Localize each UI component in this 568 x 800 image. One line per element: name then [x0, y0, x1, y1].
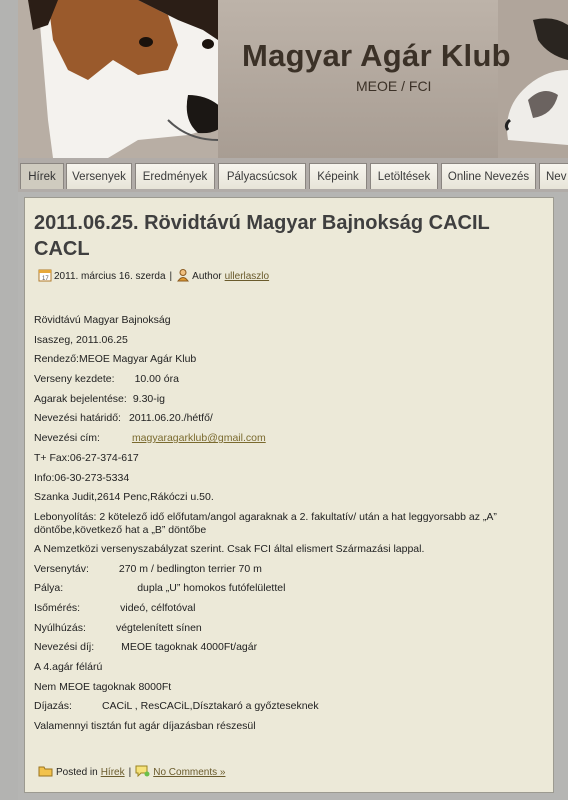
body-line: Verseny kezdete: 10.00 óra [34, 373, 179, 386]
site-header [18, 0, 568, 158]
body-line: Díjazás: CACiL , ResCACiL,Dísztakaró a győzteseknek [34, 700, 319, 713]
body-line: Rendező:MEOE Magyar Agár Klub [34, 353, 197, 366]
folder-icon [38, 765, 53, 780]
body-line: Isőmérés: videó, célfotóval [34, 601, 196, 614]
author-label: Author [192, 270, 222, 282]
svg-text:17: 17 [42, 275, 49, 282]
tab-letoltesek[interactable]: Letöltések [370, 163, 438, 189]
post-title[interactable]: 2011.06.25. Rövidtávú Magyar Bajnokság CACIL CACL [34, 212, 490, 260]
tab-nev-truncated[interactable]: Nev [539, 163, 568, 189]
body-line: A Nemzetközi versenyszabályzat szerint. Csak FCI által elismert Származási lappal. [34, 542, 425, 555]
body-line: Agarak bejelentése: 9.30-ig [34, 392, 165, 405]
body-line: Info:06-30-273-5334 [34, 471, 130, 484]
tab-versenyek[interactable]: Versenyek [66, 163, 132, 189]
site-title[interactable]: Magyar Agár Klub [242, 38, 511, 73]
main-nav [18, 158, 568, 192]
author-link[interactable]: ullerlaszlo [224, 270, 270, 282]
tab-eredmenyek[interactable]: Eredmények [135, 163, 215, 189]
body-line: Pálya: dupla „U” homokos futófelülettel [34, 582, 286, 595]
tab-online-nevezes[interactable]: Online Nevezés [441, 163, 536, 189]
post-meta [38, 268, 269, 284]
left-rail [0, 0, 18, 800]
tab-hirek[interactable]: Hírek [20, 163, 64, 189]
body-line: Nevezési díj: MEOE tagoknak 4000Ft/agár [34, 641, 258, 654]
body-line: Nevezési határidő: 2011.06.20./hétfő/ [34, 412, 213, 425]
email-link[interactable]: magyaragarklub@gmail.com [131, 432, 266, 445]
site-subtitle: MEOE / FCI [356, 78, 432, 94]
tab-kepeink[interactable]: Képeink [309, 163, 367, 189]
user-icon [176, 268, 190, 285]
body-line: Isaszeg, 2011.06.25 [34, 333, 128, 346]
body-line: Nem MEOE tagoknak 8000Ft [34, 680, 172, 693]
post-content [24, 197, 554, 793]
body-line: T+ Fax:06-27-374-617 [34, 451, 139, 464]
dog-photo-right [498, 0, 568, 158]
meta-separator: | [169, 270, 173, 282]
body-line: Rövidtávú Magyar Bajnokság [34, 314, 171, 326]
body-line: Valamennyi tisztán fut agár díjazásban részesül [34, 720, 256, 733]
body-line: Nyúlhúzás: végtelenített sínen [34, 621, 202, 634]
body-line: Szanka Judit,2614 Penc,Rákóczi u.50. [34, 491, 214, 504]
post-body [34, 311, 549, 737]
posted-in-label: Posted in [56, 767, 98, 778]
calendar-icon [38, 268, 52, 285]
comment-icon [135, 765, 150, 780]
body-line: Nevezési cím: magyaragarklub@gmail.com [34, 432, 266, 445]
body-line: Versenytáv: 270 m / bedlington terrier 70 m [34, 562, 262, 575]
category-link[interactable]: Hírek [100, 767, 125, 778]
post-date: 2011. március 16. szerda [54, 270, 166, 282]
dog-photo-left [18, 0, 218, 158]
footer-separator: | [128, 767, 132, 778]
comments-link[interactable]: No Comments » [153, 767, 226, 778]
post-footer [38, 765, 225, 780]
tab-palyacsucsok[interactable]: Pályacsúcsok [218, 163, 306, 189]
body-line: Lebonyolítás: 2 kötelező idő előfutam/angol agaraknak a 2. fakultatív/ után a hat leggyorsabb az „A” döntőbe,következő hat a „B” döntőbe [34, 510, 497, 536]
body-line: A 4.agár félárú [34, 661, 103, 673]
